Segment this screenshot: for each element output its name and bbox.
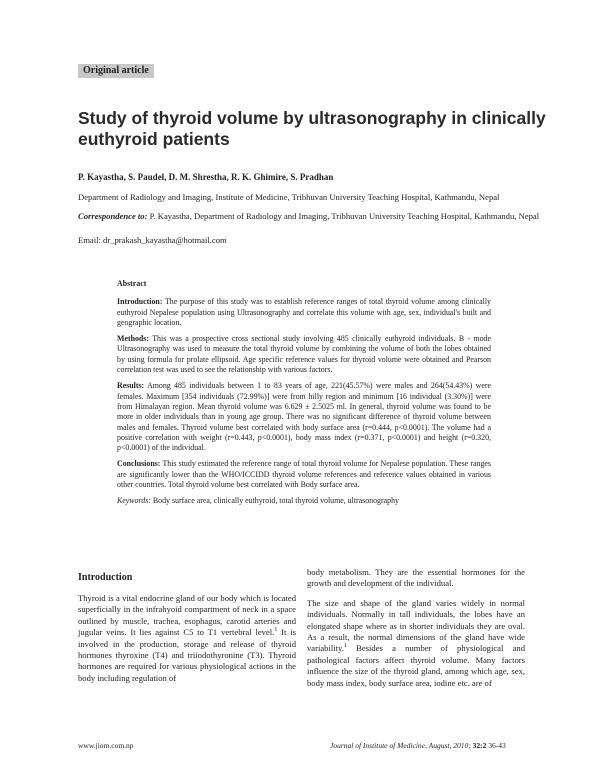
body-text: The size and shape of the gland varies widely in normal individuals. Normally in tall individuals, the lobes have an elongated shape where as in shorter individuals they are oval. As a result, the normal dimensions of the gland have wide variability. (307, 597, 525, 654)
footer-volume: 32:2 (472, 741, 487, 750)
citation-ref[interactable]: 1 (343, 643, 347, 650)
abstract-methods-text: This was a prospective cross sectional study involving 485 clinically euthyroid individuals. B - mode Ultrasonography was used to measure the total thyroid volume by combining the volume of both the lobes obtained by using formula for prolate ellipsoid. Age specific reference values for thyroid volume were obtained and Pearson correlation test was used to see the relationship with various factors. (117, 334, 491, 375)
abstract-results-text: Among 485 individuals between 1 to 83 years of age, 221(45.57%) were males and 264(54.43%) were females. Maximum [354 individuals (72.99%)] were from hilly region and minimum [16 individual (3.30%)] were from Himalayan region. Mean thyroid volume was 6.629 ± 2.5025 ml. In general, thyroid volume was found to be more in older individuals than in young age group. There was no significant difference of thyroid volume between males and females. Thyroid volume best correlated with body surface area (r=0.444, p<0.0001). The volume had a positive correlation with weight (r=0.443, p<0.0001), body mass index (r=0.371, p<0.0001) and height (r=0.320, p<0.0001) of the individual. (117, 381, 491, 453)
keywords-text: Body surface area, clinically euthyroid, total thyroid volume, ultrasonography (152, 496, 399, 506)
body-text: Thyroid is a vital endocrine gland of our body which is located superficially in the infrahyoid compartment of neck in a space outlined by muscle, trachea, esophagus, carotid arteries and jugular veins. It lies against C5 to T1 vertebral level. (78, 593, 296, 638)
correspondence-text: P. Kayastha, Department of Radiology and Imaging, Tribhuvan University Teaching Hospital, Kathmandu, Nepal (149, 211, 540, 221)
correspondence-label: Correspondence to: (78, 211, 148, 221)
citation-ref[interactable]: 1 (274, 627, 278, 634)
abstract-results (117, 381, 491, 453)
abstract-methods-label: Methods: (117, 334, 149, 344)
affiliation: Department of Radiology and Imaging, Institute of Medicine, Tribhuvan University Teaching Hospital, Kathmandu, Nepal (78, 192, 500, 202)
abstract-conclusions-text: This study estimated the reference range of total thyroid volume for Nepalese population. These ranges are significantly lower than the WHO/ICCIDD thyroid volume references and reference values obtained in various other countries. Total thyroid volume best correlated with Body surface area. (117, 459, 491, 490)
body-text: It is involved in the production, storage and release of thyroid hormones thyroxine (T4) and triiodothyronine (T3). Thyroid hormones are required for various physiological actions in the body including regulation of (78, 627, 296, 683)
author-list: P. Kayastha, S. Paudel, D. M. Shrestha, R. K. Ghimire, S. Pradhan (78, 172, 334, 182)
abstract-keywords (117, 496, 491, 506)
body-column-right (307, 567, 525, 697)
email-link[interactable]: Email: dr_prakash_kayastha@hotmail.com (78, 235, 227, 245)
body-text: Besides a number of physiological and pathological factors affect thyroid volume. Many factors influence the size of the thyroid gland, among which age, sex, body mass index, body surface area, iodine etc. are of (307, 643, 525, 688)
body-paragraph (307, 598, 525, 689)
footer-journal: Journal of Institute of Medicine, (330, 741, 427, 750)
correspondence (78, 211, 548, 222)
body-column-left (78, 593, 296, 692)
abstract-methods (117, 334, 491, 375)
body-paragraph (78, 593, 296, 684)
abstract-introduction (117, 297, 491, 328)
footer-date: August, 2010; (428, 741, 471, 750)
introduction-heading: Introduction (78, 572, 133, 583)
abstract-results-label: Results: (117, 381, 145, 391)
paper-title: Study of thyroid volume by ultrasonography in clinically euthyroid patients (78, 108, 546, 149)
abstract-introduction-text: The purpose of this study was to establish reference ranges of total thyroid volume among clinically euthyroid Nepalese population using Ultrasonography and correlate this volume with age, sex, individual's built and geographic location. (117, 297, 491, 327)
body-paragraph: body metabolism. They are the essential hormones for the growth and development of the individual. (307, 567, 525, 589)
abstract-conclusions-label: Conclusions: (117, 459, 161, 469)
abstract-conclusions (117, 459, 491, 490)
abstract-introduction-label: Introduction: (117, 297, 163, 307)
keywords-label: Keywords: (117, 496, 151, 506)
footer-pages: 36-43 (488, 741, 506, 750)
abstract-heading: Abstract (117, 279, 147, 288)
footer-website[interactable]: www.jiom.com.np (78, 741, 134, 750)
abstract-block (117, 279, 491, 513)
article-type-badge: Original article (78, 64, 154, 78)
footer-citation (330, 741, 506, 750)
